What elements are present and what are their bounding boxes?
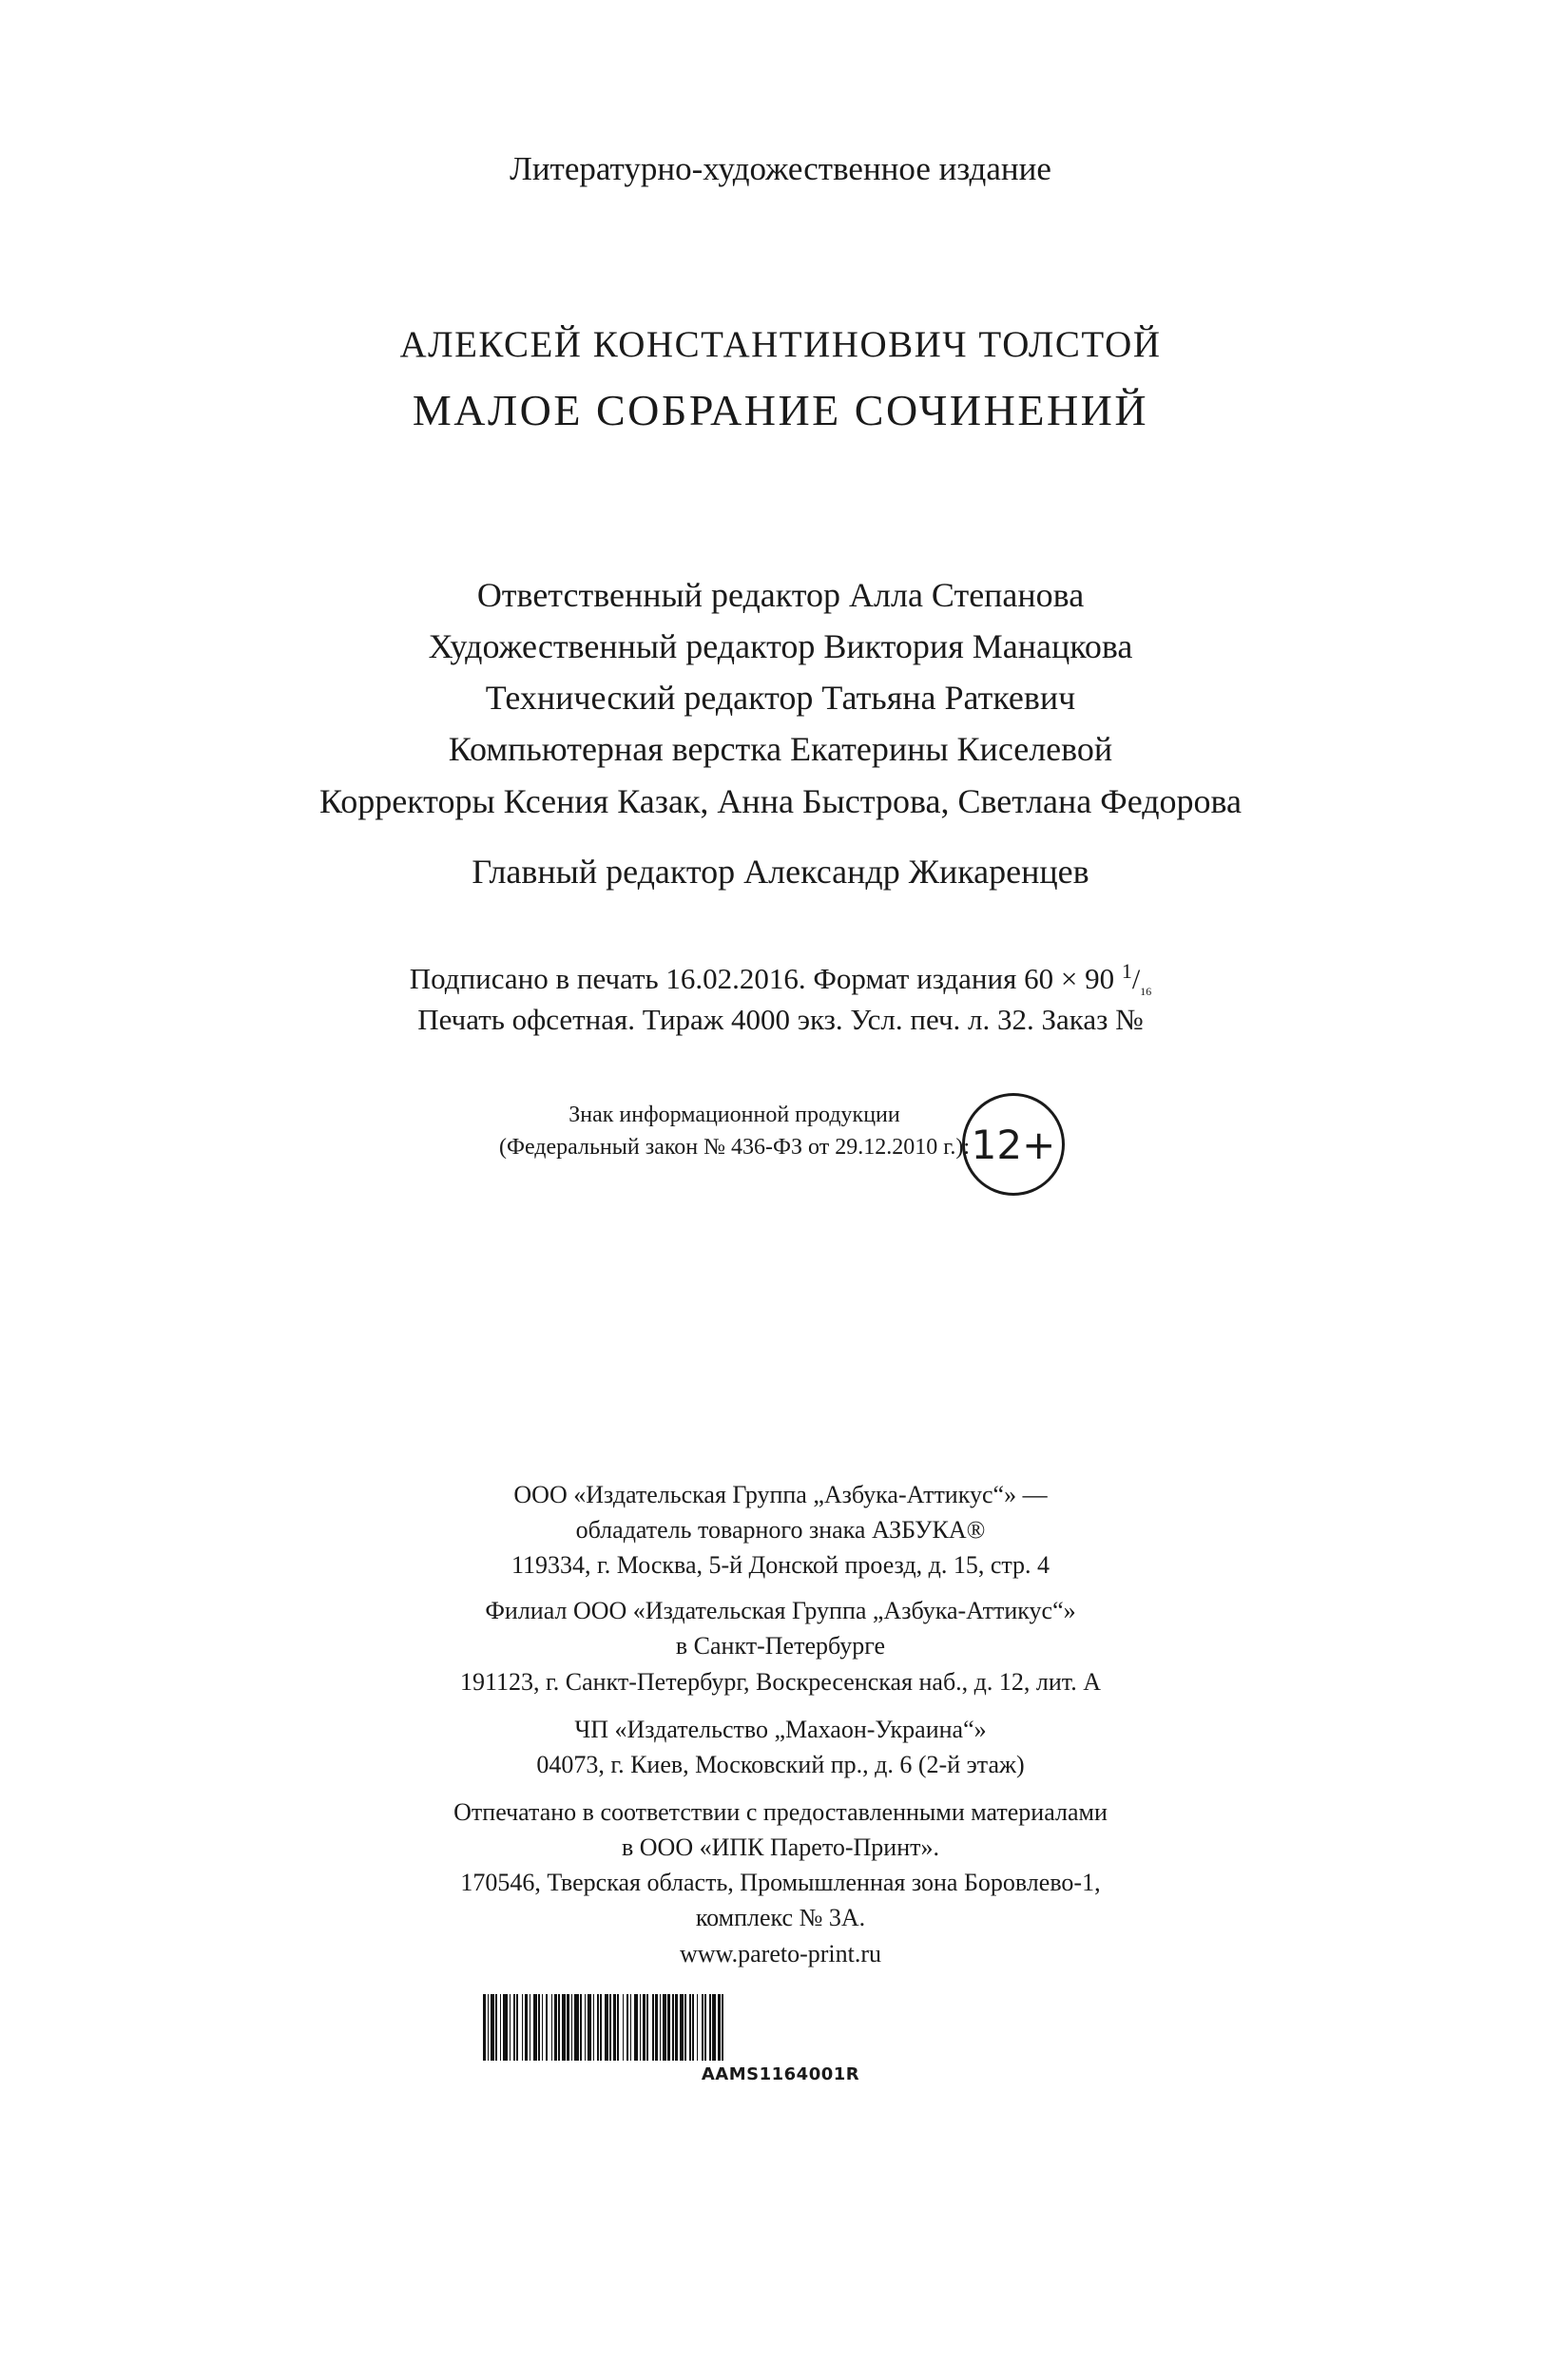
publisher-line: 119334, г. Москва, 5-й Донской проезд, д. 15, стр. 4 — [511, 1551, 1050, 1579]
publisher-line: обладатель товарного знака АЗБУКА® — [575, 1516, 986, 1544]
credit-line: Главный редактор Александр Жикаренцев — [472, 853, 1089, 891]
print-info-line1 — [0, 959, 1561, 999]
edition-type: Литературно-художественное издание — [510, 150, 1051, 187]
credit-line: Технический редактор Татьяна Раткевич — [485, 679, 1076, 717]
credit-line: Художественный редактор Виктория Манацкова — [428, 627, 1133, 665]
printer-line: Отпечатано в соответствии с предоставленными материалами — [453, 1798, 1108, 1826]
info-product-sign — [380, 1093, 1065, 1226]
publisher-line: 191123, г. Санкт-Петербург, Воскресенская наб., д. 12, лит. А — [460, 1668, 1101, 1696]
publisher-line: ООО «Издательская Группа „Азбука-Аттикус“» — — [513, 1481, 1048, 1508]
credit-line: Корректоры Ксения Казак, Анна Быстрова, Светлана Федорова — [318, 782, 1243, 820]
info-product-line: Знак информационной продукции — [569, 1103, 900, 1127]
credit-line: Ответственный редактор Алла Степанова — [476, 576, 1085, 614]
print-info-line2: Печать офсетная. Тираж 4000 экз. Усл. печ. л. 32. Заказ № — [417, 1003, 1144, 1036]
publisher-line: в Санкт-Петербурге — [675, 1632, 886, 1660]
printer-website: www.pareto-print.ru — [679, 1940, 882, 1967]
printer-line: 170546, Тверская область, Промышленная зона Боровлево-1, — [460, 1869, 1101, 1896]
credit-line: Компьютерная верстка Екатерины Киселевой — [448, 730, 1113, 768]
publisher-line: ЧП «Издательство „Махаон-Украина“» — [574, 1716, 987, 1743]
author-name: АЛЕКСЕЙ КОНСТАНТИНОВИЧ ТОЛСТОЙ — [399, 324, 1162, 365]
format-denominator: 16 — [1140, 985, 1152, 998]
info-product-text — [499, 1099, 970, 1163]
format-fraction: $^1/_{16}$ — [1121, 959, 1152, 998]
printer-line: в ООО «ИПК Парето-Принт». — [621, 1833, 939, 1861]
info-product-law: (Федеральный закон № 436-ФЗ от 29.12.2010 г.): — [498, 1135, 970, 1160]
barcode-label: AAMS1164001R — [701, 2064, 860, 2084]
barcode — [483, 1994, 1059, 2061]
publisher-line: Филиал ООО «Издательская Группа „Азбука-Аттикус“» — [485, 1597, 1076, 1624]
printer-line: комплекс № 3А. — [695, 1904, 866, 1931]
publisher-line: 04073, г. Киев, Московский пр., д. 6 (2-й этаж) — [536, 1751, 1025, 1778]
age-rating-badge: 12+ — [962, 1093, 1065, 1196]
format-numerator: 1 — [1121, 959, 1132, 983]
book-title: МАЛОЕ СОБРАНИЕ СОЧИНЕНИЙ — [412, 386, 1149, 434]
print-info-text: Подписано в печать 16.02.2016. Формат издания 60 × 90 — [409, 962, 1115, 995]
